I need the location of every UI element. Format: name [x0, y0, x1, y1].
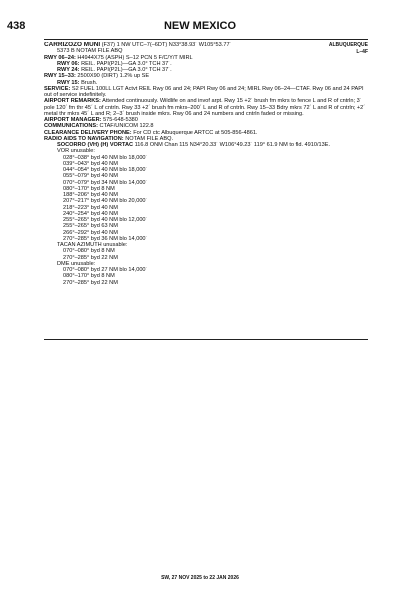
vor-unusable-item: 270°–285° byd 36 NM blo 14,000´	[63, 235, 148, 242]
airport-name: CARRIZOZO MUNI	[44, 42, 101, 48]
vor-unusable-item: 080°–170° byd 8 NM	[63, 185, 115, 192]
airport-manager-label: AIRPORT MANAGER:	[44, 117, 102, 123]
runway-24-text: REIL. PAPI(P2L)—GA 3.0° TCH 37´.	[81, 67, 172, 73]
top-divider	[44, 39, 368, 40]
radio-aids-label: RADIO AIDS TO NAVIGATION:	[44, 135, 124, 142]
airport-remarks	[44, 98, 368, 117]
radio-aids-text: NOTAM FILE ABQ.	[125, 135, 173, 142]
vor-unusable-item: 218°–223° byd 40 NM	[63, 204, 118, 211]
dme-unusable-item: 270°–285° byd 22 NM	[63, 279, 118, 286]
page-header	[0, 0, 400, 40]
runway-15-33-label: RWY 15–33:	[44, 73, 76, 80]
vor-unusable-item: 044°–054° byd 40 NM blo 18,000´	[63, 167, 148, 173]
vor-unusable-item: 255°–265° byd 40 NM blo 12,000´	[63, 217, 148, 223]
service-text: S2 FUEL 100LL LGT Actvt REIL Rwy 06 and 24; PAPI Rwy 06 and 24; MIRL Rwy 06–24—CTAF. Rwy 06 and 24 PAPI out of service indefinitely.	[44, 85, 364, 98]
dme-unusable-title: DME unusable:	[57, 260, 96, 267]
runway-06-24-label: RWY 06–24:	[44, 54, 76, 61]
effective-dates-footer: SW, 27 NOV 2025 to 22 JAN 2026	[161, 575, 239, 581]
airport-remarks-label: AIRPORT REMARKS:	[44, 98, 101, 105]
vor-unusable-item: 255°–265° byd 63 NM	[63, 223, 118, 230]
runway-15-text: Brush.	[81, 79, 98, 86]
runway-15-33-text: 2500X90 (DIRT) 1.2% up SE	[77, 73, 150, 80]
airport-id-line: (F37) 1 NW UTC–7(–6DT) N33°38.93´ W105°53.77´	[101, 42, 232, 48]
chart-name: ALBUQUERQUE	[328, 42, 368, 48]
runway-06-label: RWY 06:	[57, 60, 80, 67]
tacan-unusable-item: 070°–080° byd 8 NM	[63, 248, 115, 255]
vortac-text: 116.8 ONM Chan 115 N34°20.33´ W106°49.23´ 119° 61.9 NM to fld. 4910/13E.	[134, 142, 331, 148]
communications-text: CTAF/UNICOM 122.8	[99, 123, 154, 130]
tacan-unusable-title: TACAN AZIMUTH unusable:	[57, 242, 128, 248]
tacan-unusable-item: 270°–285° byd 22 NM	[63, 254, 118, 261]
clearance-delivery-text: For CD ctc Albuquerque ARTCC at 505-856-4861.	[133, 129, 258, 136]
page-number: 438	[7, 20, 26, 32]
vor-unusable-item: 207°–217° byd 40 NM blo 20,000´	[63, 198, 148, 205]
chart-reference	[329, 42, 368, 56]
runway-06-24-text: H4944X75 (ASPH) S–12 PCN 5 F/C/Y/T MIRL	[77, 54, 193, 61]
service-label: SERVICE:	[44, 85, 71, 92]
airport-remarks-text: Attended continuously. Wildlife on and invof arpt. Rwy 15 +2´ brush fm mkrs to fence L and R of cntrln; 3´ pole 120´ fm thr 45´ L of cntrln. Rwy 33 +2´ brush fm mkrs–200´ L and R of cntrln. Rwy 15–33 Bdry mkrs 72´ L and R of cntrln; +2´ metal thr mkrs 45´ L and R; 2–3´ brush inside mkrs. Rwy 06 and 24 numbers and cntrln faded or missing.	[44, 98, 366, 117]
runway-15-label: RWY 15:	[57, 79, 80, 86]
communications-label: COMMUNICATIONS:	[44, 123, 98, 130]
vor-unusable-item: 070°–079° byd 34 NM blo 14,000´	[63, 179, 148, 186]
vor-unusable-item: 266°–292° byd 40 NM	[63, 229, 118, 236]
vor-unusable-item: 055°–079° byd 40 NM	[63, 173, 118, 180]
chart-code: L–4F	[356, 49, 368, 55]
service-section	[44, 86, 368, 99]
dme-unusable-item: 070°–080° byd 27 NM blo 14,000´	[63, 267, 148, 273]
vor-unusable-item: 188°–206° byd 40 NM	[63, 192, 118, 198]
dme-unusable-item: 080°–170° byd 8 NM	[63, 273, 115, 280]
vor-unusable-item: 028°–038° byd 40 NM blo 18,000´	[63, 154, 148, 161]
runway-24-label: RWY 24:	[57, 67, 80, 73]
vor-unusable-item: 039°–043° byd 40 NM	[63, 160, 118, 167]
vortac-label: SOCORRO (VH) (H) VORTAC	[57, 142, 134, 148]
airport-manager-phone: 575-648-5380	[103, 117, 138, 123]
airport-info-line: 5373 B NOTAM FILE ABQ	[57, 48, 123, 55]
state-title: NEW MEXICO	[163, 20, 237, 32]
bottom-divider	[44, 339, 368, 340]
clearance-delivery-label: CLEARANCE DELIVERY PHONE:	[44, 129, 132, 136]
airport-entry	[44, 42, 368, 286]
runway-06-text: REIL. PAPI(P2L)—GA 3.0° TCH 37´.	[81, 60, 172, 67]
vor-unusable-item: 240°–254° byd 40 NM	[63, 210, 118, 217]
vor-unusable-title: VOR unusable:	[57, 148, 95, 155]
